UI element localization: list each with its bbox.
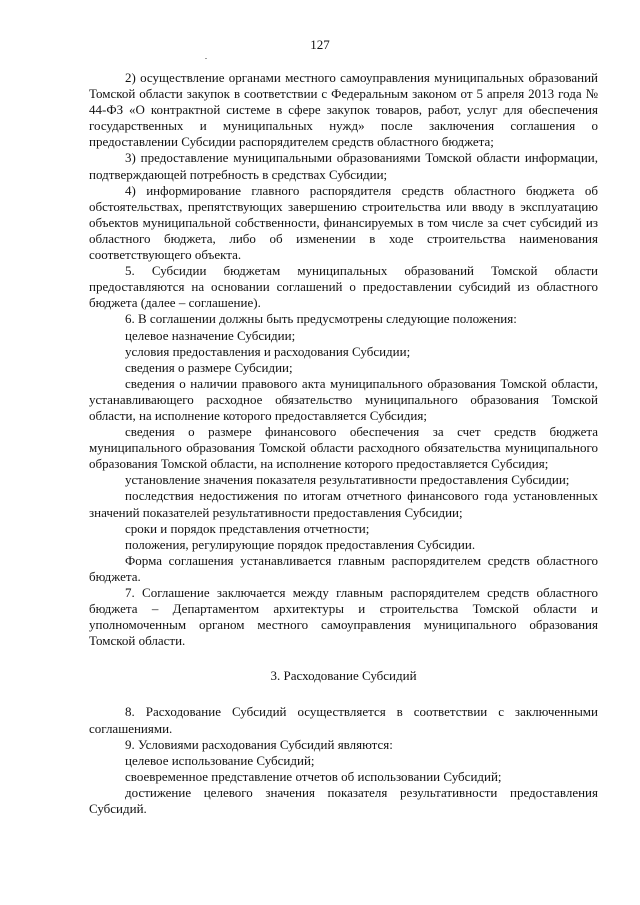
paragraph: сведения о наличии правового акта муниципального образования Томской области, устанавливающего расходное обязательство муниципального образования Томской области, на исполнение которого предоставляется Субсидия; xyxy=(89,375,598,423)
paragraph: установление значения показателя результативности предоставления Субсидии; xyxy=(125,472,570,488)
paragraph: целевое назначение Субсидии; xyxy=(125,327,296,343)
page-number: 127 xyxy=(310,37,330,52)
paragraph: достижение целевого значения показателя результативности предоставления Субсидий. xyxy=(89,784,598,817)
paragraph: 5. Субсидии бюджетам муниципальных образований Томской области предоставляются на основании соглашений о предоставлении субсидий из областного бюджета (далее – соглашение). xyxy=(89,263,598,311)
paragraph: 8. Расходование Субсидий осуществляется в соответствии с заключенными соглашениями. xyxy=(89,704,598,736)
paragraph: сроки и порядок представления отчетности; xyxy=(125,520,370,536)
paragraph: 3) предоставление муниципальными образованиями Томской области информации, подтверждающей потребность в средствах Субсидии; xyxy=(89,150,598,182)
paragraph: 9. Условиями расходования Субсидий являются: xyxy=(125,736,393,752)
page-body xyxy=(89,70,598,817)
paragraph: сведения о размере финансового обеспечения за счет средств бюджета муниципального образования Томской области расходного обязательства муниципального образования Томской области, на исполнение которого предоставляется Субсидия; xyxy=(89,424,598,472)
paragraph: целевое использование Субсидий; xyxy=(125,752,315,768)
scan-speck xyxy=(205,58,207,59)
paragraphs-before-heading xyxy=(89,70,598,649)
paragraph: сведения о размере Субсидии; xyxy=(125,359,293,375)
section-heading: 3. Расходование Субсидий xyxy=(270,668,417,684)
paragraph: 7. Соглашение заключается между главным распорядителем средств областного бюджета – Департаментом архитектуры и строительства Томской области и уполномоченным органом местного самоуправления муниципального образования Томской области. xyxy=(89,585,598,649)
paragraph: своевременное представление отчетов об использовании Субсидий; xyxy=(125,768,502,784)
paragraphs-after-heading xyxy=(89,704,598,817)
paragraph: 6. В соглашении должны быть предусмотрены следующие положения: xyxy=(125,311,517,327)
paragraph: положения, регулирующие порядок предоставления Субсидии. xyxy=(125,536,476,552)
paragraph: последствия недостижения по итогам отчетного финансового года установленных значений показателей результативности предоставления Субсидии; xyxy=(89,488,598,520)
paragraph: условия предоставления и расходования Субсидии; xyxy=(125,343,411,359)
paragraph: Форма соглашения устанавливается главным распорядителем средств областного бюджета. xyxy=(89,552,598,584)
paragraph: 2) осуществление органами местного самоуправления муниципальных образований Томской области закупок в соответствии с Федеральным законом от 5 апреля 2013 года № 44-ФЗ «О контрактной системе в сфере закупок товаров, работ, услуг для обеспечения государственных и муниципальных нужд» после заключения соглашения о предоставлении Субсидии распорядителем средств областного бюджета; xyxy=(89,70,598,150)
paragraph: 4) информирование главного распорядителя средств областного бюджета об обстоятельствах, препятствующих завершению строительства или вводу в эксплуатацию объектов муниципальной собственности, финансируемых в том числе за счет субсидий из областного бюджета, либо об изменении в ходе строительства наименования соответствующего объекта. xyxy=(89,182,598,263)
